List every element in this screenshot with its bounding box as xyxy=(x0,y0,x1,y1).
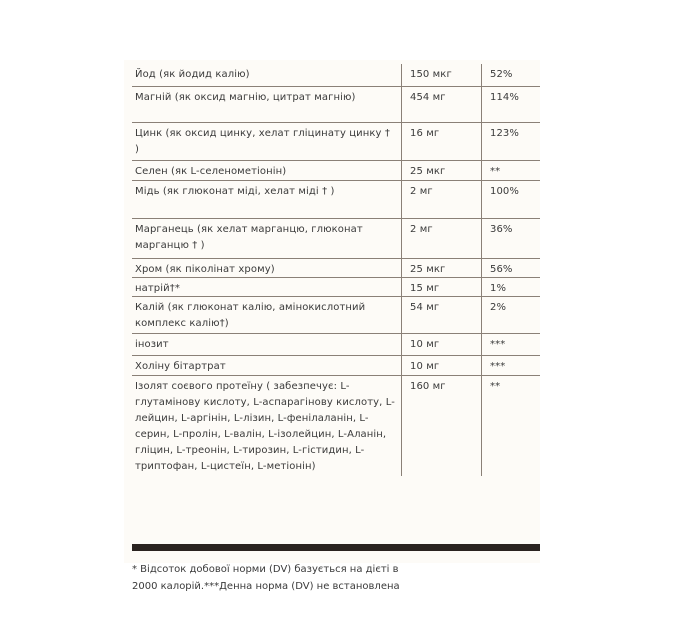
nutrient-dv: *** xyxy=(490,361,506,372)
nutrient-dv: 52% xyxy=(490,69,513,80)
nutrient-name: Магній (як оксид магнію, цитрат магнію) xyxy=(132,87,402,122)
nutrient-dv: 114% xyxy=(490,92,519,103)
table-row xyxy=(132,297,540,334)
nutrient-name: Марганець (як хелат марганцю, глюконат марганцю † ) xyxy=(132,219,402,258)
table-row xyxy=(132,356,540,376)
nutrient-amount: 16 мг xyxy=(402,123,482,160)
nutrient-amount: 2 мг xyxy=(402,219,482,258)
table-row xyxy=(132,334,540,356)
nutrient-name: інозит xyxy=(132,334,402,355)
nutrient-name: Мідь (як глюконат міді, хелат міді † ) xyxy=(132,181,402,218)
table-row xyxy=(132,64,540,87)
supplement-facts-panel xyxy=(124,60,540,592)
nutrient-amount: 160 мг xyxy=(402,376,482,476)
nutrient-amount: 15 мг xyxy=(402,278,482,296)
table-row xyxy=(132,259,540,278)
nutrient-dv: ** xyxy=(490,381,501,392)
nutrient-dv: 56% xyxy=(490,264,513,275)
table-bottom-bar xyxy=(132,544,540,551)
nutrient-name: Хром (як піколінат хрому) xyxy=(132,259,402,277)
nutrient-amount: 10 мг xyxy=(402,334,482,355)
nutrient-name: Селен (як L-селенометіонін) xyxy=(132,161,402,180)
nutrient-amount: 54 мг xyxy=(402,297,482,333)
nutrient-amount: 2 мг xyxy=(402,181,482,218)
nutrient-amount: 25 мкг xyxy=(402,161,482,180)
table-row xyxy=(132,123,540,161)
nutrient-dv: 1% xyxy=(490,283,507,294)
nutrient-dv: 123% xyxy=(490,128,519,139)
nutrient-name: Цинк (як оксид цинку, хелат гліцинату цинку † ) xyxy=(132,123,402,160)
nutrient-dv: ** xyxy=(490,166,501,177)
nutrient-amount: 25 мкг xyxy=(402,259,482,277)
nutrient-dv: 100% xyxy=(490,186,519,197)
table-row xyxy=(132,219,540,259)
nutrient-dv: 36% xyxy=(490,224,513,235)
nutrient-table xyxy=(132,64,540,476)
table-row xyxy=(132,181,540,219)
nutrient-amount: 10 мг xyxy=(402,356,482,375)
nutrient-amount: 150 мкг xyxy=(402,64,482,86)
nutrient-name: Калій (як глюконат калію, амінокислотний комплекс калію†) xyxy=(132,297,402,333)
nutrient-name: натрій†* xyxy=(132,278,402,296)
nutrient-name: Холіну бітартрат xyxy=(132,356,402,375)
nutrient-dv: 2% xyxy=(490,302,507,313)
nutrient-name: Йод (як йодид калію) xyxy=(132,64,402,86)
footnote: * Відсоток добової норми (DV) базується на дієті в 2000 калорій.***Денна норма (DV) не встановлена xyxy=(132,564,400,592)
table-row xyxy=(132,376,540,476)
nutrient-dv: *** xyxy=(490,339,506,350)
nutrient-amount: 454 мг xyxy=(402,87,482,122)
nutrient-name: Ізолят соєвого протеїну ( забезпечує: L-глутамінову кислоту, L-аспарагінову кислоту, L-лейцин, L-аргінін, L-лізин, L-фенілаланін, L-серин, L-пролін, L-валін, L-ізолейцин, L-Аланін, гліцин, L-треонін, L-тирозин, L-гістидин, L-триптофан, L-цистеїн, L-метіонін) xyxy=(132,376,402,476)
table-row xyxy=(132,161,540,181)
table-row xyxy=(132,87,540,123)
table-row xyxy=(132,278,540,297)
